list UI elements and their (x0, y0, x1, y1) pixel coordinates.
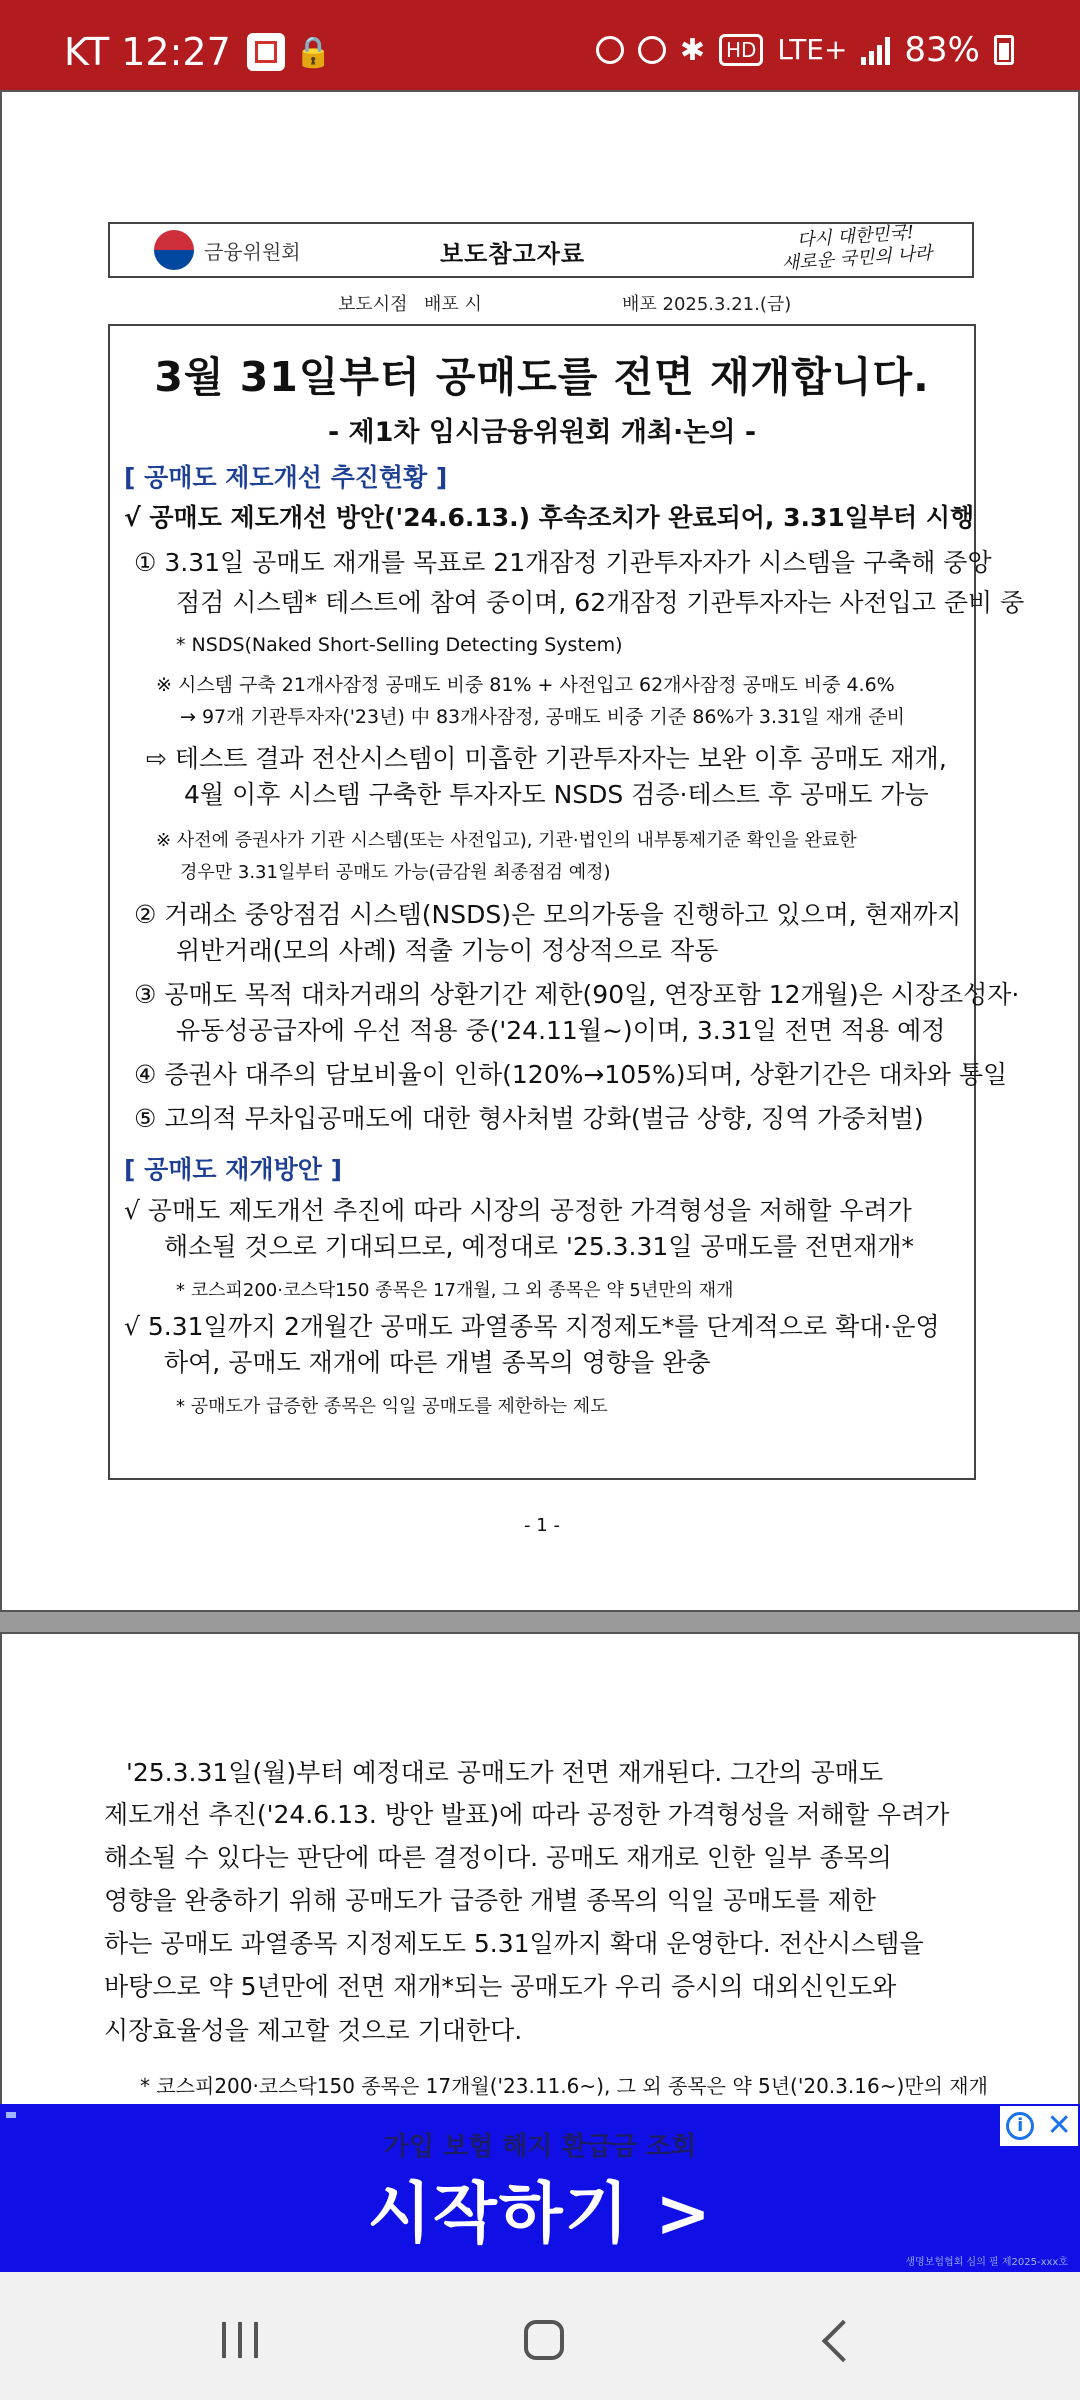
status-left (64, 30, 332, 74)
signal-icon (861, 35, 890, 65)
ad-fine-print: 생명보험협회 심의 필 제2025-xxx호 (905, 2257, 1068, 2268)
page-number: - 1 - (524, 1515, 560, 1536)
ad-headline: 가입 보험 해지 환급금 조회 (383, 2132, 697, 2162)
doc-type: 보도참고자료 (440, 240, 586, 268)
doc-header (108, 222, 974, 278)
item1-ref4: 경우만 3.31일부터 공매도 가능(금감원 최종점검 예정) (180, 862, 611, 883)
p2-line2: 제도개선 추진('24.6.13. 방안 발표)에 따라 공정한 가격형성을 저해할 우려가 (104, 1800, 950, 1829)
s2-check2-line2: 하여, 공매도 재개에 따른 개별 종목의 영향을 완충 (164, 1348, 711, 1377)
item2-line2: 위반거래(모의 사례) 적출 기능이 정상적으로 작동 (176, 936, 719, 965)
distribution-date: 배포 2025.3.21.(금) (622, 294, 792, 315)
battery-icon (994, 35, 1014, 65)
lock-icon: 🔒 (294, 34, 333, 70)
network-label: LTE+ (777, 33, 848, 66)
document-page-1 (0, 90, 1080, 1612)
back-icon[interactable] (822, 2320, 864, 2362)
bluetooth-icon: ✱ (679, 32, 705, 68)
navigation-bar (0, 2272, 1080, 2400)
s2-check1-line1: √ 공매도 제도개선 추진에 따라 시장의 공정한 가격형성을 저해할 우려가 (124, 1196, 912, 1225)
item2-line1: ② 거래소 중앙점검 시스템(NSDS)은 모의가동을 진행하고 있으며, 현재까지 (134, 900, 962, 929)
item1-ref3: ※ 사전에 증권사가 기관 시스템(또는 사전입고), 기관·법인의 내부통제기준 확인을 완료한 (156, 830, 857, 851)
battery-percent: 83% (904, 30, 980, 70)
status-right (596, 30, 1014, 70)
slogan (780, 221, 933, 275)
item3-line1: ③ 공매도 목적 대차거래의 상환기간 제한(90일, 연장포함 12개월)은 시장조성자· (134, 980, 1020, 1009)
ad-banner[interactable] (0, 2104, 1080, 2272)
s2-check2-note: * 공매도가 급증한 종목은 익일 공매도를 제한하는 제도 (176, 1396, 608, 1417)
item1-note: * NSDS(Naked Short-Selling Detecting System) (176, 634, 623, 656)
item5: ⑤ 고의적 무차입공매도에 대한 형사처벌 강화(벌금 상향, 징역 가중처벌) (134, 1104, 924, 1133)
item1-arrow2: 4월 이후 시스템 구축한 투자자도 NSDS 검증·테스트 후 공매도 가능 (184, 780, 929, 809)
item1-ref2: → 97개 기관투자자('23년) 中 83개사잠정, 공매도 비중 기준 86%가 3.31일 재개 준비 (180, 706, 906, 728)
org-logo (154, 230, 301, 270)
p2-line3: 해소될 수 있다는 판단에 따른 결정이다. 공매도 재개로 인한 일부 종목의 (104, 1843, 892, 1872)
item3-line2: 유동성공급자에 우선 적용 중('24.11월~)이며, 3.31일 전면 적용 예정 (176, 1016, 946, 1045)
section-heading-2: [ 공매도 재개방안 ] (124, 1155, 343, 1184)
section-heading-1: [ 공매도 제도개선 추진현황 ] (124, 463, 448, 492)
content-box (108, 324, 1025, 1480)
p2-line5: 하는 공매도 과열종목 지정제도도 5.31일까지 확대 운영한다. 전산시스템을 (104, 1929, 924, 1958)
p2-line6: 바탕으로 약 5년만에 전면 재개*되는 공매도가 우리 증시의 대외신인도와 (104, 1972, 897, 2001)
release-label: 보도시점 (338, 294, 408, 315)
org-name: 금융위원회 (204, 239, 301, 264)
release-value: 배포 시 (424, 294, 482, 315)
recents-icon[interactable] (222, 2322, 258, 2358)
ad-controls (1000, 2106, 1078, 2146)
notification-icon (596, 36, 624, 64)
p2-line1: '25.3.31일(월)부터 예정대로 공매도가 전면 재개된다. 그간의 공매도 (126, 1758, 884, 1787)
status-bar (0, 0, 1080, 90)
item1-line2: 점검 시스템* 테스트에 참여 중이며, 62개잠정 기관투자자는 사전입고 준비 중 (176, 588, 1025, 617)
carrier-time: KT 12:27 (64, 30, 231, 74)
s2-check1-line2: 해소될 것으로 기대되므로, 예정대로 '25.3.31일 공매도를 전면재개* (164, 1232, 915, 1261)
item4: ④ 증권사 대주의 담보비율이 인하(120%→105%)되며, 상환기간은 대차와 통일 (134, 1060, 1008, 1089)
home-icon[interactable] (524, 2320, 564, 2360)
s2-check1-note: * 코스피200·코스닥150 종목은 17개월, 그 외 종목은 약 5년만의 재개 (176, 1280, 734, 1301)
ad-start-button[interactable]: 시작하기 > (367, 2175, 713, 2252)
app-badge-icon (247, 33, 285, 71)
doc-title: 3월 31일부터 공매도를 전면 재개합니다. (154, 353, 930, 401)
slogan-line-1: 다시 대한민국! (796, 221, 916, 252)
ad-marker-icon (6, 2112, 16, 2118)
p2-line7: 시장효율성을 제고할 것으로 기대한다. (104, 2016, 523, 2045)
p2-line4: 영향을 완충하기 위해 공매도가 급증한 개별 종목의 익일 공매도를 제한 (104, 1886, 876, 1915)
s1-check: √ 공매도 제도개선 방안('24.6.13.) 후속조치가 완료되어, 3.31일부터 시행 (124, 503, 975, 532)
s2-check2-line1: √ 5.31일까지 2개월간 공매도 과열종목 지정제도*를 단계적으로 확대·운영 (124, 1312, 940, 1341)
item1-arrow1: ⇨ 테스트 결과 전산시스템이 미흡한 기관투자자는 보완 이후 공매도 재개, (146, 744, 947, 773)
doc-subtitle: - 제1차 임시금융위원회 개최·논의 - (327, 417, 757, 448)
item1-line1: ① 3.31일 공매도 재개를 목표로 21개잠정 기관투자자가 시스템을 구축해 중앙 (134, 548, 992, 577)
hd-icon: HD (719, 34, 763, 66)
ad-info-icon[interactable]: i (1006, 2112, 1034, 2140)
ad-close-icon[interactable]: ✕ (1046, 2108, 1072, 2143)
p2-footnote: * 코스피200·코스닥150 종목은 17개월('23.11.6~), 그 외 종목은 약 5년('20.3.16~)만의 재개 (140, 2074, 988, 2098)
item1-ref1: ※ 시스템 구축 21개사잠정 공매도 비중 81% + 사전입고 62개사잠정 공매도 비중 4.6% (156, 674, 895, 696)
alarm-icon (638, 36, 666, 64)
slogan-line-2: 새로운 국민의 나라 (781, 242, 934, 275)
taegeuk-logo-icon (154, 230, 194, 270)
